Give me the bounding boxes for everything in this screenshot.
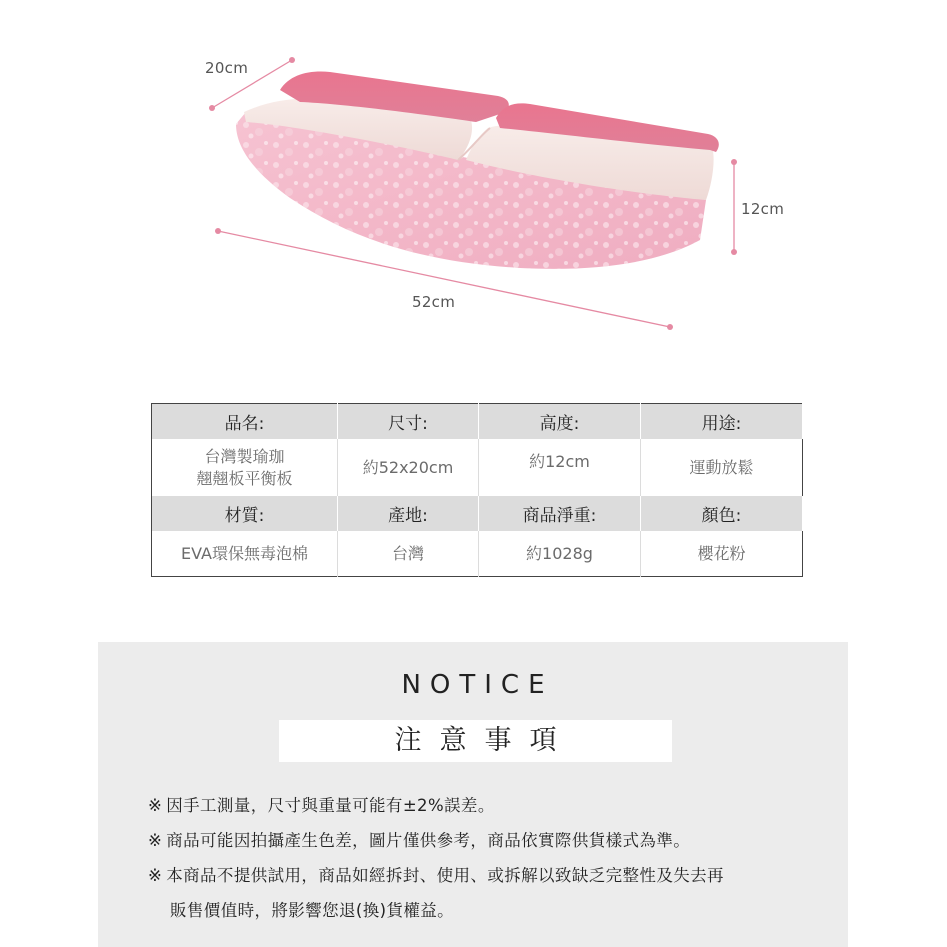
board-body bbox=[236, 72, 719, 269]
product-name-line: 台灣製瑜珈 bbox=[204, 446, 285, 466]
spec-header-cell: 尺寸: bbox=[338, 404, 479, 440]
reference-mark: ※ bbox=[148, 866, 163, 885]
spec-header-cell: 高度: bbox=[479, 404, 641, 440]
spec-header-cell: 商品淨重: bbox=[479, 496, 641, 531]
product-name-line: 翹翹板平衡板 bbox=[196, 468, 293, 488]
notice-text: 因手工測量，尺寸與重量可能有±2%誤差。 bbox=[166, 796, 495, 815]
spec-header-cell: 顏色: bbox=[641, 496, 803, 531]
product-illustration bbox=[0, 0, 947, 370]
notice-text: 本商品不提供試用，商品如經拆封、使用、或拆解以致缺乏完整性及失去再 bbox=[166, 866, 724, 885]
spec-header-cell: 用途: bbox=[641, 404, 803, 440]
notice-section bbox=[98, 642, 848, 947]
spec-header-cell: 產地: bbox=[338, 496, 479, 531]
length-dimension-label: 52cm bbox=[412, 293, 456, 311]
spec-table bbox=[151, 403, 803, 577]
notice-item bbox=[148, 823, 828, 858]
notice-item bbox=[148, 788, 828, 823]
yoga-balance-board-image bbox=[0, 0, 947, 370]
spec-value-cell: EVA環保無毒泡棉 bbox=[152, 531, 338, 577]
notice-text-continuation: 販售價值時，將影響您退(換)貨權益。 bbox=[170, 901, 455, 920]
height-dimension-label: 12cm bbox=[741, 200, 785, 218]
notice-title: NOTICE bbox=[401, 670, 554, 700]
spec-value-row bbox=[152, 439, 803, 496]
spec-header-row bbox=[152, 496, 803, 531]
spec-value-cell bbox=[152, 439, 338, 496]
reference-mark: ※ bbox=[148, 831, 163, 850]
notice-list bbox=[148, 788, 828, 928]
spec-value-cell: 約12cm bbox=[479, 439, 641, 496]
spec-header-cell: 材質: bbox=[152, 496, 338, 531]
width-dimension-label: 20cm bbox=[205, 59, 249, 77]
notice-text: 商品可能因拍攝產生色差，圖片僅供參考，商品依實際供貨樣式為準。 bbox=[166, 831, 691, 850]
notice-item bbox=[148, 858, 828, 928]
spec-value-cell: 運動放鬆 bbox=[641, 439, 803, 496]
notice-subtitle: 注意事項 bbox=[279, 720, 672, 762]
spec-header-cell: 品名: bbox=[152, 404, 338, 440]
spec-value-row bbox=[152, 531, 803, 577]
height-dimension-line bbox=[731, 159, 737, 255]
spec-value-cell: 櫻花粉 bbox=[641, 531, 803, 577]
spec-value-cell: 約52x20cm bbox=[338, 439, 479, 496]
spec-value-cell: 約1028g bbox=[479, 531, 641, 577]
reference-mark: ※ bbox=[148, 796, 163, 815]
spec-value-cell: 台灣 bbox=[338, 531, 479, 577]
spec-header-row bbox=[152, 404, 803, 440]
